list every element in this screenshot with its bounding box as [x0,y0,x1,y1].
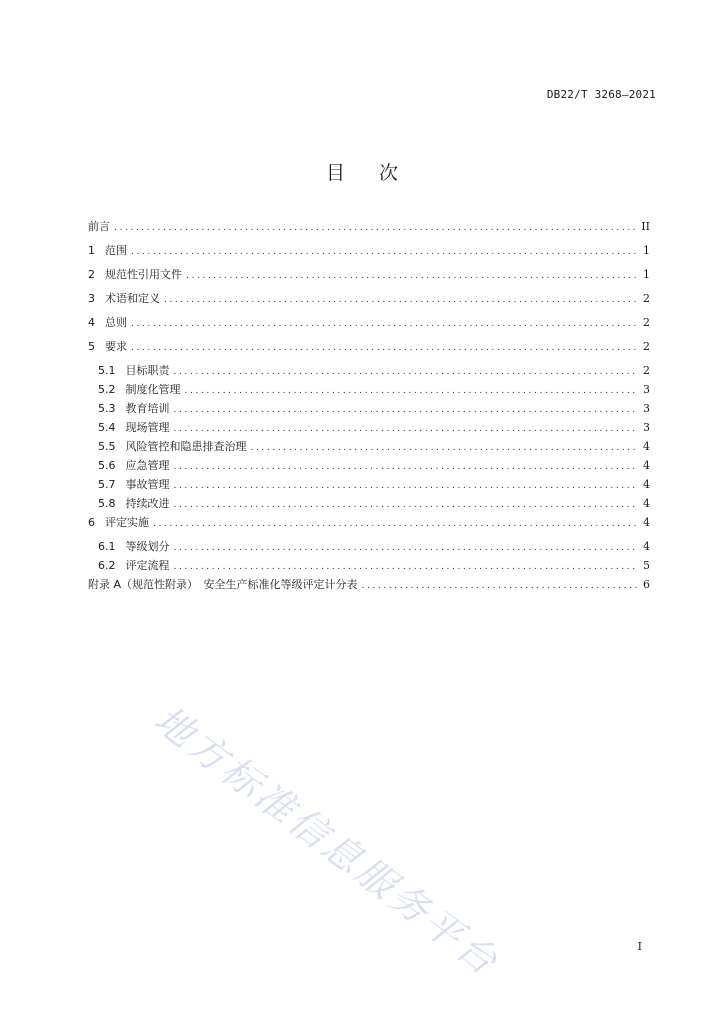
toc-number: 5.1 [98,364,116,377]
toc-number: 6.2 [98,559,116,572]
title-part-1: 目 [325,162,345,184]
table-of-contents [88,218,650,600]
toc-page: 6 [643,578,650,591]
toc-leader [164,295,637,305]
toc-leader [174,481,638,491]
toc-page: 3 [643,421,650,434]
toc-leader [186,271,637,281]
toc-page: 4 [643,440,650,453]
toc-leader [174,500,638,510]
toc-leader [131,319,637,329]
toc-label: 评定流程 [125,559,170,572]
toc-row-5-4[interactable] [88,419,650,438]
toc-row-3[interactable] [88,290,650,314]
toc-page: 4 [643,478,650,491]
toc-leader [251,443,638,453]
page-number: I [637,940,642,953]
watermark: 地方标准信息服务平台 [146,697,509,986]
toc-page: 5 [643,559,650,572]
toc-number: 2 [88,268,95,281]
toc-page: 2 [643,316,650,329]
toc-row-6-1[interactable] [88,538,650,557]
toc-number: 4 [88,316,95,329]
toc-label: 附录 A（规范性附录） 安全生产标准化等级评定计分表 [88,578,358,591]
toc-page: 4 [643,540,650,553]
toc-label: 范围 [105,244,127,257]
toc-page: 1 [643,268,650,281]
toc-leader [153,519,637,529]
toc-leader [114,223,635,233]
toc-leader [131,343,637,353]
toc-page: 4 [643,516,650,529]
toc-label: 术语和定义 [105,292,160,305]
toc-label: 事故管理 [125,478,170,491]
toc-number: 6 [88,516,95,529]
toc-leader [174,562,638,572]
toc-number: 3 [88,292,95,305]
toc-number: 5.4 [98,421,116,434]
toc-row-5-3[interactable] [88,400,650,419]
toc-row-appendix-a[interactable] [88,576,650,600]
toc-row-5-5[interactable] [88,438,650,457]
toc-row-1[interactable] [88,242,650,266]
toc-row-5-7[interactable] [88,476,650,495]
title-part-2: 次 [379,162,399,184]
toc-page: II [641,220,650,233]
toc-row-5-1[interactable] [88,362,650,381]
toc-label: 制度化管理 [125,383,181,396]
toc-label: 教育培训 [125,402,170,415]
document-code: DB22/T 3268—2021 [546,88,656,101]
toc-label: 现场管理 [125,421,170,434]
toc-page: 1 [643,244,650,257]
toc-row-5[interactable] [88,338,650,362]
toc-leader [131,247,637,257]
toc-label: 规范性引用文件 [105,268,182,281]
toc-number: 5.8 [98,497,116,510]
toc-label: 风险管控和隐患排查治理 [125,440,247,453]
toc-page: 2 [643,340,650,353]
toc-leader [174,424,638,434]
toc-leader [185,386,638,396]
toc-row-foreword[interactable] [88,218,650,242]
toc-number: 5.6 [98,459,116,472]
toc-number: 5.2 [98,383,116,396]
toc-number: 5 [88,340,95,353]
toc-label: 目标职责 [125,364,170,377]
toc-label: 持续改进 [125,497,170,510]
toc-page: 4 [643,497,650,510]
toc-row-5-8[interactable] [88,495,650,514]
toc-row-2[interactable] [88,266,650,290]
toc-leader [174,367,638,377]
toc-label: 要求 [105,340,127,353]
toc-page: 4 [643,459,650,472]
toc-row-6[interactable] [88,514,650,538]
toc-label: 评定实施 [105,516,149,529]
toc-label: 总则 [105,316,127,329]
toc-leader [174,405,638,415]
toc-label: 应急管理 [125,459,170,472]
toc-row-5-2[interactable] [88,381,650,400]
toc-leader [174,462,638,472]
toc-page: 3 [643,402,650,415]
toc-label: 等级划分 [125,540,170,553]
toc-label: 前言 [88,220,110,233]
toc-row-5-6[interactable] [88,457,650,476]
toc-number: 5.7 [98,478,116,491]
toc-number: 5.5 [98,440,116,453]
toc-page: 2 [643,292,650,305]
toc-page: 2 [643,364,650,377]
toc-row-6-2[interactable] [88,557,650,576]
page-title [0,158,724,185]
toc-row-4[interactable] [88,314,650,338]
toc-page: 3 [643,383,650,396]
toc-number: 5.3 [98,402,116,415]
toc-leader [174,543,638,553]
toc-number: 6.1 [98,540,116,553]
toc-leader [362,581,637,591]
toc-number: 1 [88,244,95,257]
